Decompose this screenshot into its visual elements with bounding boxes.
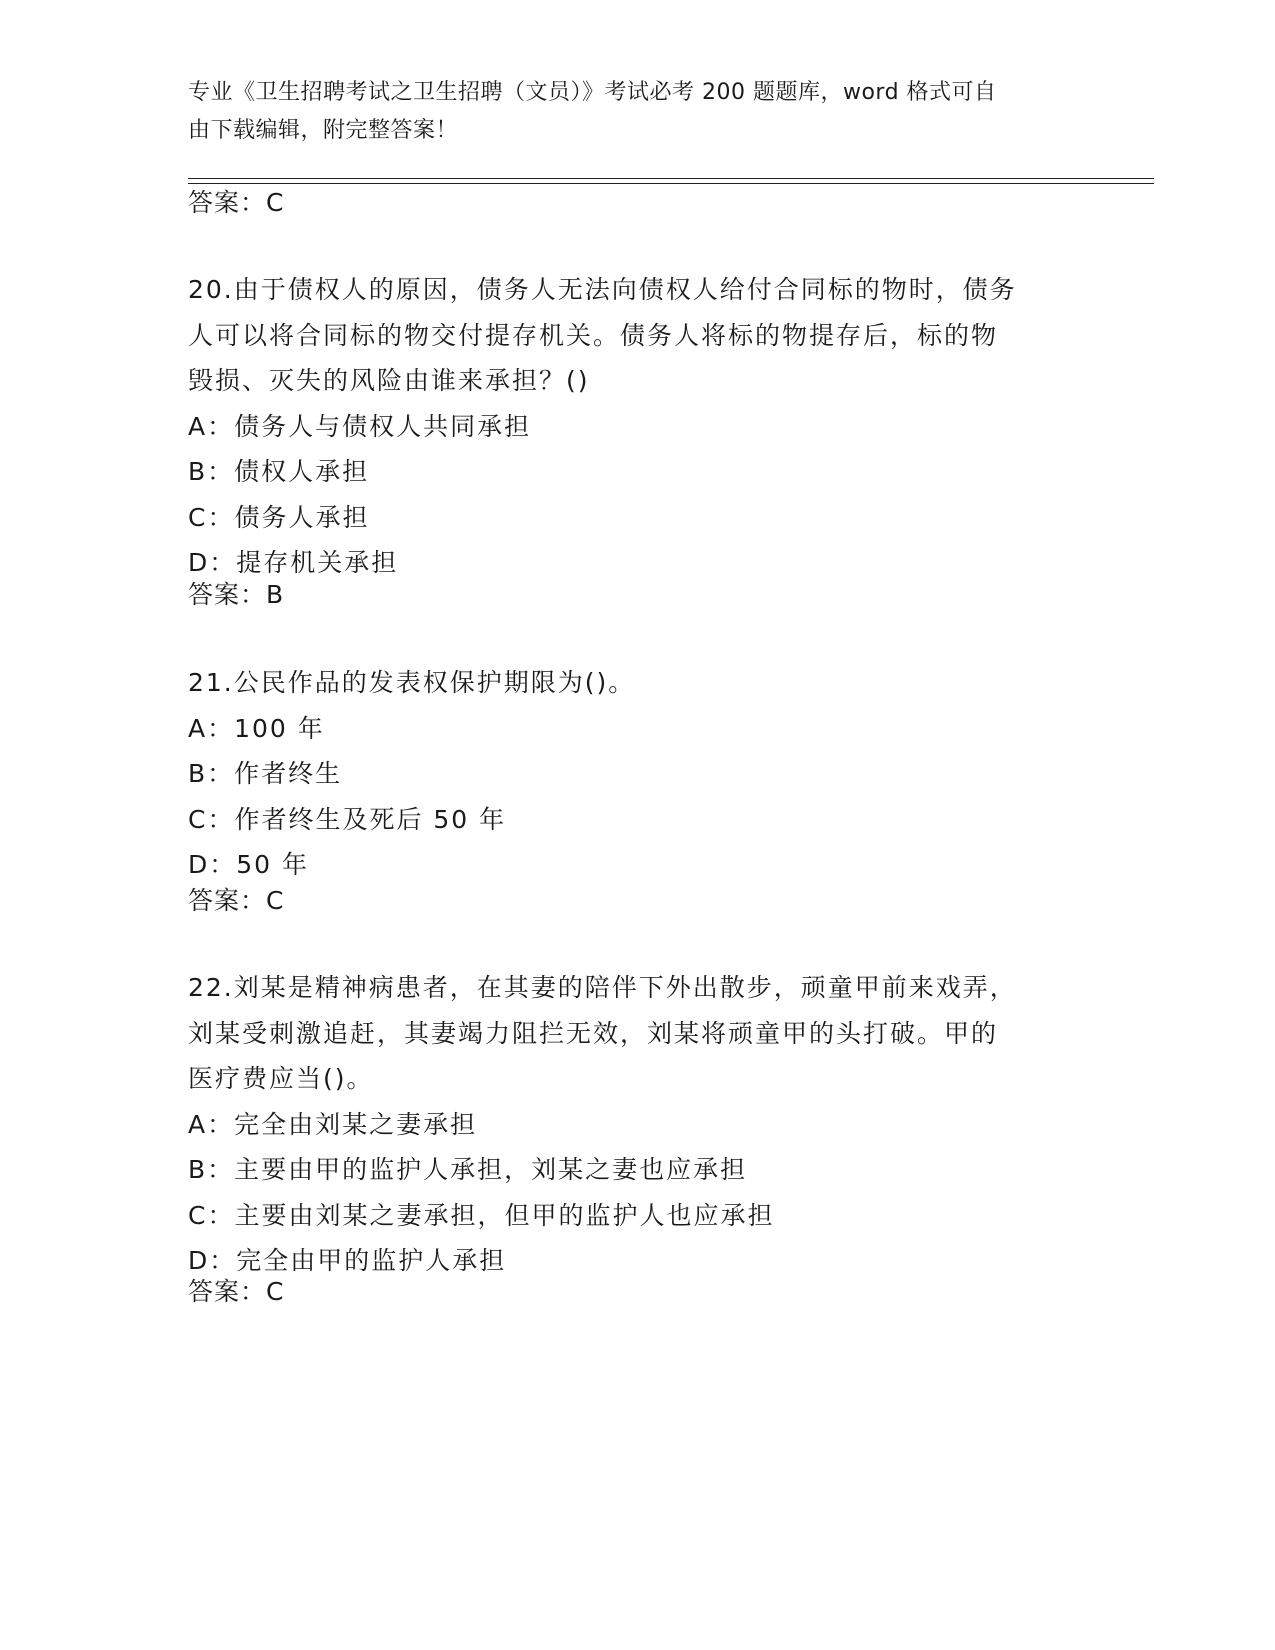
question-text (188, 965, 1088, 1011)
answer-21: 答案：C (188, 886, 285, 915)
answer-previous: 答案：C (188, 188, 285, 217)
option-d: D：提存机关承担 (188, 548, 399, 577)
header-divider-top (188, 178, 1154, 179)
question-line: 医疗费应当()。 (188, 1064, 374, 1093)
option-a: A：100 年 (188, 713, 325, 743)
question-21 (188, 660, 1088, 888)
header-line-2: 由下载编辑，附完整答案！ (188, 118, 459, 143)
option-b: B：主要由甲的监护人承担，刘某之妻也应承担 (188, 1155, 748, 1184)
option-d: D：50 年 (188, 850, 310, 879)
header-line-1: 专业《卫生招聘考试之卫生招聘（文员）》考试必考 200 题题库，word 格式可自 (188, 80, 997, 105)
option-c: C：主要由刘某之妻承担，但甲的监护人也应承担 (188, 1200, 775, 1230)
option-c: C：作者终生及死后 50 年 (188, 804, 507, 834)
question-number: 20. (188, 275, 234, 304)
option-c: C：债务人承担 (188, 502, 370, 532)
question-line: 毁损、灭失的风险由谁来承担？() (188, 366, 590, 395)
answer-22: 答案：C (188, 1277, 285, 1306)
question-line: 人可以将合同标的物交付提存机关。债务人将标的物提存后，标的物 (188, 320, 999, 350)
option-b: B：作者终生 (188, 759, 343, 788)
option-b: B：债权人承担 (188, 457, 370, 486)
option-a: A：债务人与债权人共同承担 (188, 411, 532, 441)
question-22 (188, 965, 1088, 1284)
question-number: 21. (188, 668, 234, 697)
question-line: 刘某受刺激追赶，其妻竭力阻拦无效，刘某将顽童甲的头打破。甲的 (188, 1018, 999, 1048)
question-text (188, 267, 1088, 313)
option-d: D：完全由甲的监护人承担 (188, 1246, 507, 1275)
question-number: 22. (188, 973, 234, 1002)
question-line: 由于债权人的原因，债务人无法向债权人给付合同标的物时，债务 (233, 275, 1017, 304)
document-header (188, 74, 1068, 150)
header-divider-bottom (188, 183, 1154, 184)
question-line: 刘某是精神病患者，在其妻的陪伴下外出散步，顽童甲前来戏弄， (233, 973, 1017, 1002)
question-line: 公民作品的发表权保护期限为()。 (233, 668, 636, 697)
option-a: A：完全由刘某之妻承担 (188, 1109, 478, 1139)
answer-20: 答案：B (188, 580, 285, 609)
question-20 (188, 267, 1088, 586)
question-text (188, 660, 1088, 706)
